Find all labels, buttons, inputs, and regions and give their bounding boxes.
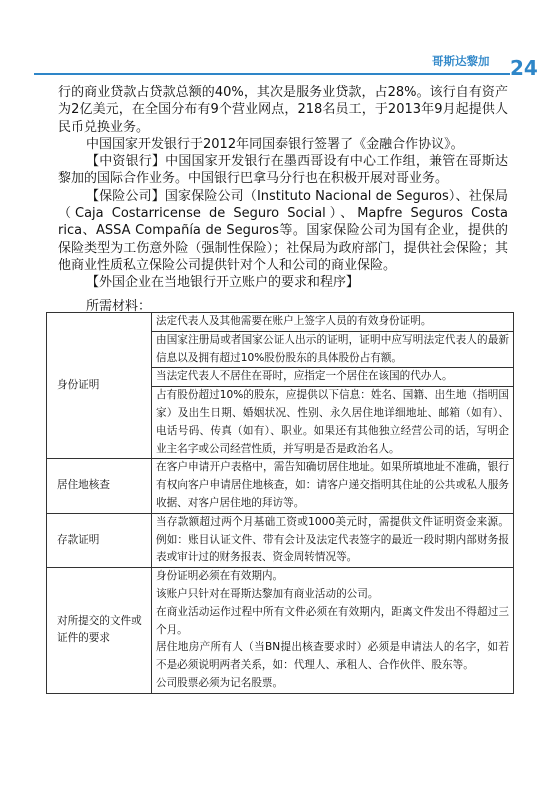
requirement-line: 居住地房产所有人（当BN提出核查要求时）必须是申请法人的名字，如若不是必须说明两者关系，如：代理人、承租人、合作伙伴、股东等。	[156, 641, 509, 672]
requirement-cell: 占有股份超过10%的股东，应提供以下信息：姓名、国籍、出生地（指明国家）及出生日期、婚姻状况、性别、永久居住地详细地址、邮箱（如有）、电话号码、传真（如有）、职业。如果还有其他独立经营公司的话，写明企业主名字或公司经营性质，并写明是否是政治名人。	[152, 387, 514, 459]
category-cell: 居住地核查	[47, 459, 152, 513]
table-row	[47, 513, 514, 567]
table-row	[47, 568, 514, 694]
paragraph-insurance: 【保险公司】国家保险公司（Instituto Nacional de Seguros）、社保局（Caja Costarricense de Seguro Social）、Mapfre Seguros Costa rica、ASSA Compañía de Seguros等。国家保险公司为国有企业，提供的保险类型为工伤意外险（强制性保险）；社保局为政府部门，提供社会保险；其他商业性质私立保险公司提供针对个人和公司的商业保险。	[58, 188, 508, 273]
requirement-cell: 当存款额超过两个月基础工资或1000美元时，需提供文件证明资金来源。例如：账目认证文件、带有会计及法定代表签字的最近一段时期内部财务报表或审计过的财务报表、资金周转情况等。	[152, 513, 514, 567]
category-cell: 对所提交的文件或证件的要求	[47, 568, 152, 694]
requirement-cell	[152, 568, 514, 694]
table-row	[47, 313, 514, 332]
paragraph-loan-share: 行的商业贷款占贷款总额的40%，其次是服务业贷款，占28%。该行自有资产为2亿美元，在全国分布有9个营业网点，218名员工，于2013年9月起提供人民币兑换业务。	[58, 85, 508, 135]
page-number: 24	[510, 56, 538, 80]
requirement-line: 身份证明必须在有效期内。	[156, 570, 284, 583]
requirement-line: 公司股票必须为记名股票。	[156, 676, 284, 689]
header-rule	[34, 73, 510, 75]
section-heading-account-opening: 【外国企业在当地银行开立账户的要求和程序】	[86, 275, 360, 291]
chapter-title: 哥斯达黎加	[432, 54, 490, 68]
category-cell: 存款证明	[47, 513, 152, 567]
requirement-cell: 法定代表人及其他需要在账户上签字人员的有效身份证明。	[152, 313, 514, 332]
table-row	[47, 459, 514, 513]
category-cell: 身份证明	[47, 313, 152, 459]
requirement-cell: 当法定代表人不居住在哥时，应指定一个居住在该国的代办人。	[152, 368, 514, 387]
requirement-cell: 在客户申请开户表格中，需告知确切居住地址。如果所填地址不准确，银行有权向客户申请居住地核查，如：请客户递交指明其住址的公共或私人服务收据、对客户居住地的拜访等。	[152, 459, 514, 513]
body-text	[58, 84, 508, 292]
requirement-line: 该账户只针对在哥斯达黎加有商业活动的公司。	[156, 587, 379, 600]
paragraph-chinese-banks: 【中资银行】中国国家开发银行在墨西哥设有中心工作组，兼管在哥斯达黎加的国际合作业务。中国银行巴拿马分行也在积极开展对哥业务。	[58, 154, 508, 187]
requirements-table	[46, 312, 514, 694]
requirements-label: 所需材料：	[86, 299, 152, 314]
paragraph-cdb-agreement: 中国国家开发银行于2012年同国泰银行签署了《金融合作协议》。	[86, 136, 464, 152]
requirement-line: 在商业活动运作过程中所有文件必须在有效期内，距离文件发出不得超过三个月。	[156, 605, 509, 636]
requirement-cell: 由国家注册局或者国家公证人出示的证明，证明中应写明法定代表人的最新信息以及拥有超过10%股份股东的具体股份占有额。	[152, 331, 514, 368]
